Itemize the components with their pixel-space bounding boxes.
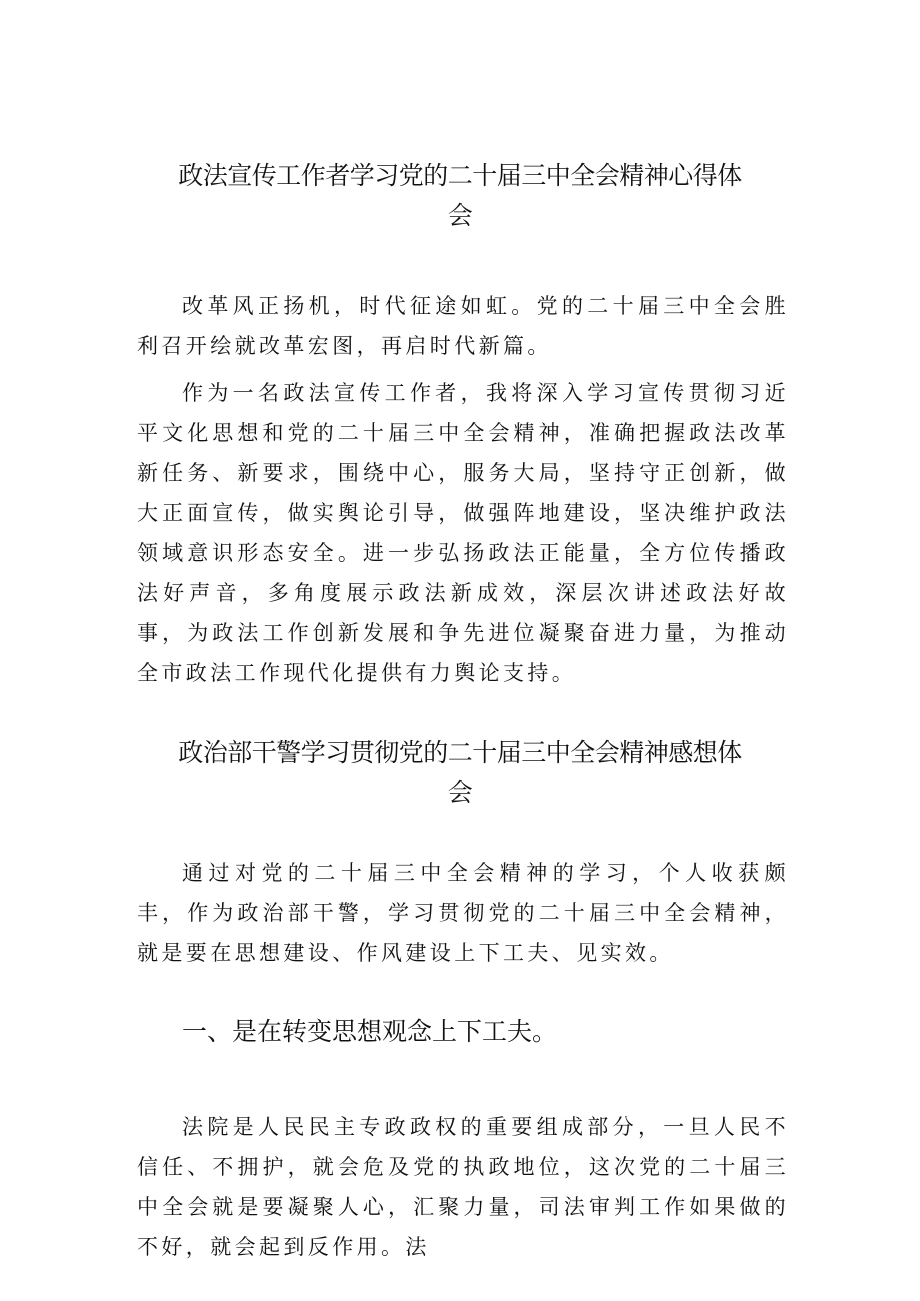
- article-2-title-line-2: 会: [447, 778, 473, 807]
- article-2-title-line-1: 政治部干警学习贯彻党的二十届三中全会精神感想体: [178, 738, 742, 767]
- article-2-section-heading: 一、是在转变思想观念上下工夫。: [182, 1017, 558, 1046]
- article-2-intro-paragraph: 通过对党的二十届三中全会精神的学习，个人收获颇丰，作为政治部干警，学习贯彻党的二十届三中全会精神，就是要在思想建设、作风建设上下工夫、见实效。: [137, 861, 789, 965]
- article-2-section-paragraph: 法院是人民民主专政政权的重要组成部分，一旦人民不信任、不拥护，就会危及党的执政地位，这次党的二十届三中全会就是要凝聚人心，汇聚力量，司法审判工作如果做的不好，就会起到反作用。法: [137, 1115, 789, 1259]
- article-1-title-line-2: 会: [447, 201, 473, 230]
- article-1-paragraph-2: 作为一名政法宣传工作者，我将深入学习宣传贯彻习近平文化思想和党的二十届三中全会精神，准确把握政法改革新任务、新要求，围绕中心，服务大局，坚持守正创新，做大正面宣传，做实舆论引导，做强阵地建设，坚决维护政法领域意识形态安全。进一步弘扬政法正能量，全方位传播政法好声音，多角度展示政法新成效，深层次讲述政法好故事，为政法工作创新发展和争先进位凝聚奋进力量，为推动全市政法工作现代化提供有力舆论支持。: [137, 381, 789, 685]
- article-1-title-line-1: 政法宣传工作者学习党的二十届三中全会精神心得体: [178, 161, 742, 190]
- article-2-title: [140, 733, 780, 813]
- article-1-title: [140, 156, 780, 236]
- article-1-paragraph-1: 改革风正扬机，时代征途如虹。党的二十届三中全会胜利召开绘就改革宏图，再启时代新篇。: [137, 294, 789, 358]
